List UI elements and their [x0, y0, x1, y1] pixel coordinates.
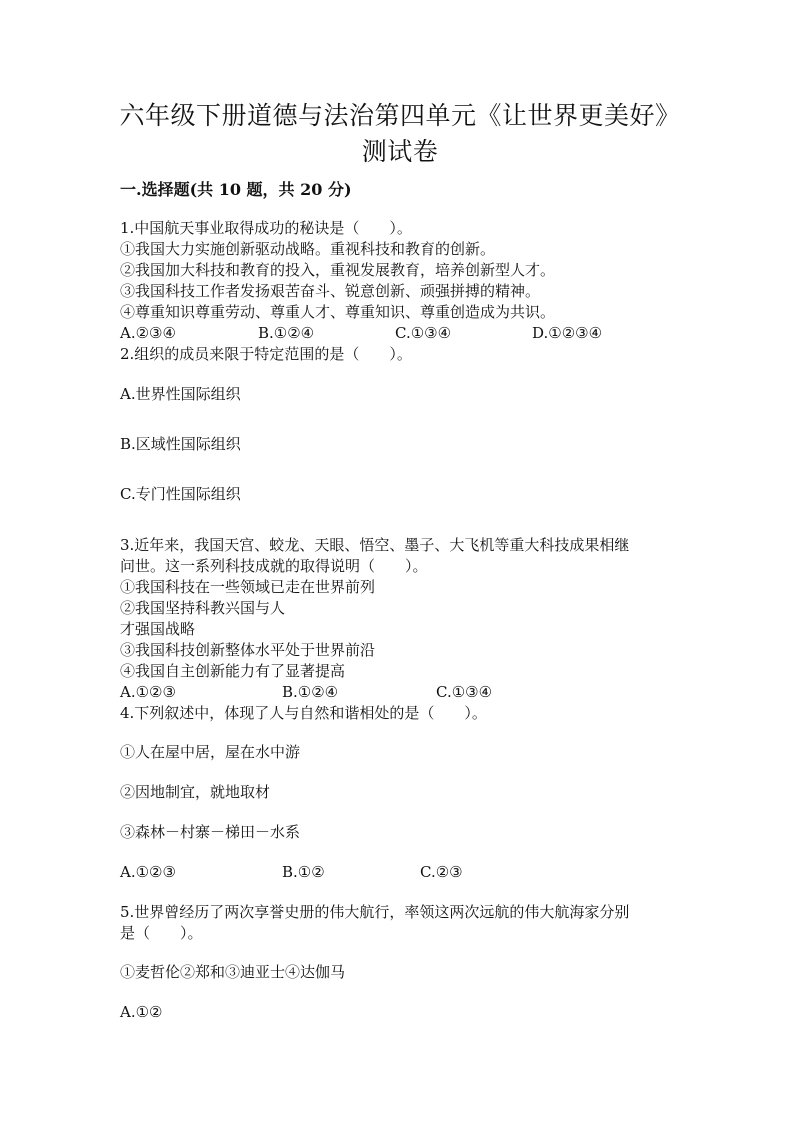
question-4-stem: 4.下列叙述中，体现了人与自然和谐相处的是（ ）。: [120, 704, 487, 722]
question-3-item-2: ②我国坚持科教兴国与人: [120, 599, 286, 617]
question-4-option-a: A.①②③: [120, 863, 176, 881]
question-1-item-4: ④尊重知识尊重劳动、尊重人才、尊重知识、尊重创造成为共识。: [120, 303, 556, 321]
question-3-item-3: ③我国科技创新整体水平处于世界前沿: [120, 641, 376, 659]
question-3-option-a: A.①②③: [120, 683, 176, 701]
question-4-item-2: ②因地制宜，就地取材: [120, 783, 271, 801]
question-4-option-c: C.②③: [420, 863, 463, 881]
question-1-option-b: B.①②④: [258, 324, 315, 342]
question-3-item-1: ①我国科技在一些领域已走在世界前列: [120, 578, 376, 596]
question-3-option-c: C.①③④: [436, 683, 493, 701]
question-4-item-3: ③森林－村寨－梯田－水系: [120, 823, 301, 841]
question-2-option-c: C.专门性国际组织: [120, 485, 241, 503]
question-3-stem-line-1: 3.近年来，我国天宫、蛟龙、天眼、悟空、墨子、大飞机等重大科技成果相继: [120, 536, 630, 554]
question-2-option-a: A.世界性国际组织: [120, 385, 241, 403]
question-3-item-4: ④我国自主创新能力有了显著提高: [120, 662, 346, 680]
question-1-item-1: ①我国大力实施创新驱动战略。重视科技和教育的创新。: [120, 240, 496, 258]
question-5-stem-line-2: 是（ ）。: [120, 924, 203, 942]
question-5-item-1: ①麦哲伦②郑和③迪亚士④达伽马: [120, 963, 346, 981]
section-heading: 一.选择题(共 10 题，共 20 分): [120, 180, 352, 199]
question-3-stem-line-2: 问世。这一系列科技成就的取得说明（ ）。: [120, 557, 428, 575]
question-1-option-d: D.①②③④: [532, 324, 603, 342]
question-5-option-a: A.①②: [120, 1003, 163, 1021]
question-5-stem-line-1: 5.世界曾经历了两次享誉史册的伟大航行，率领这两次远航的伟大航海家分别: [120, 903, 630, 921]
question-4-item-1: ①人在屋中居，屋在水中游: [120, 743, 301, 761]
exam-title: 六年级下册道德与法治第四单元《让世界更美好》: [119, 101, 681, 130]
question-1-option-a: A.②③④: [120, 324, 176, 342]
question-4-option-b: B.①②: [282, 863, 325, 881]
question-2-option-b: B.区域性国际组织: [120, 435, 241, 453]
exam-subtitle: 测试卷: [361, 137, 439, 166]
question-2-stem: 2.组织的成员来限于特定范围的是（ ）。: [120, 345, 412, 363]
question-1-stem: 1.中国航天事业取得成功的秘诀是（ ）。: [120, 219, 412, 237]
question-1-option-c: C.①③④: [395, 324, 452, 342]
question-3-item-2-cont: 才强国战略: [120, 620, 196, 638]
question-1-item-2: ②我国加大科技和教育的投入，重视发展教育，培养创新型人才。: [120, 261, 556, 279]
question-1-item-3: ③我国科技工作者发扬艰苦奋斗、锐意创新、顽强拼搏的精神。: [120, 282, 541, 300]
question-3-option-b: B.①②④: [282, 683, 339, 701]
